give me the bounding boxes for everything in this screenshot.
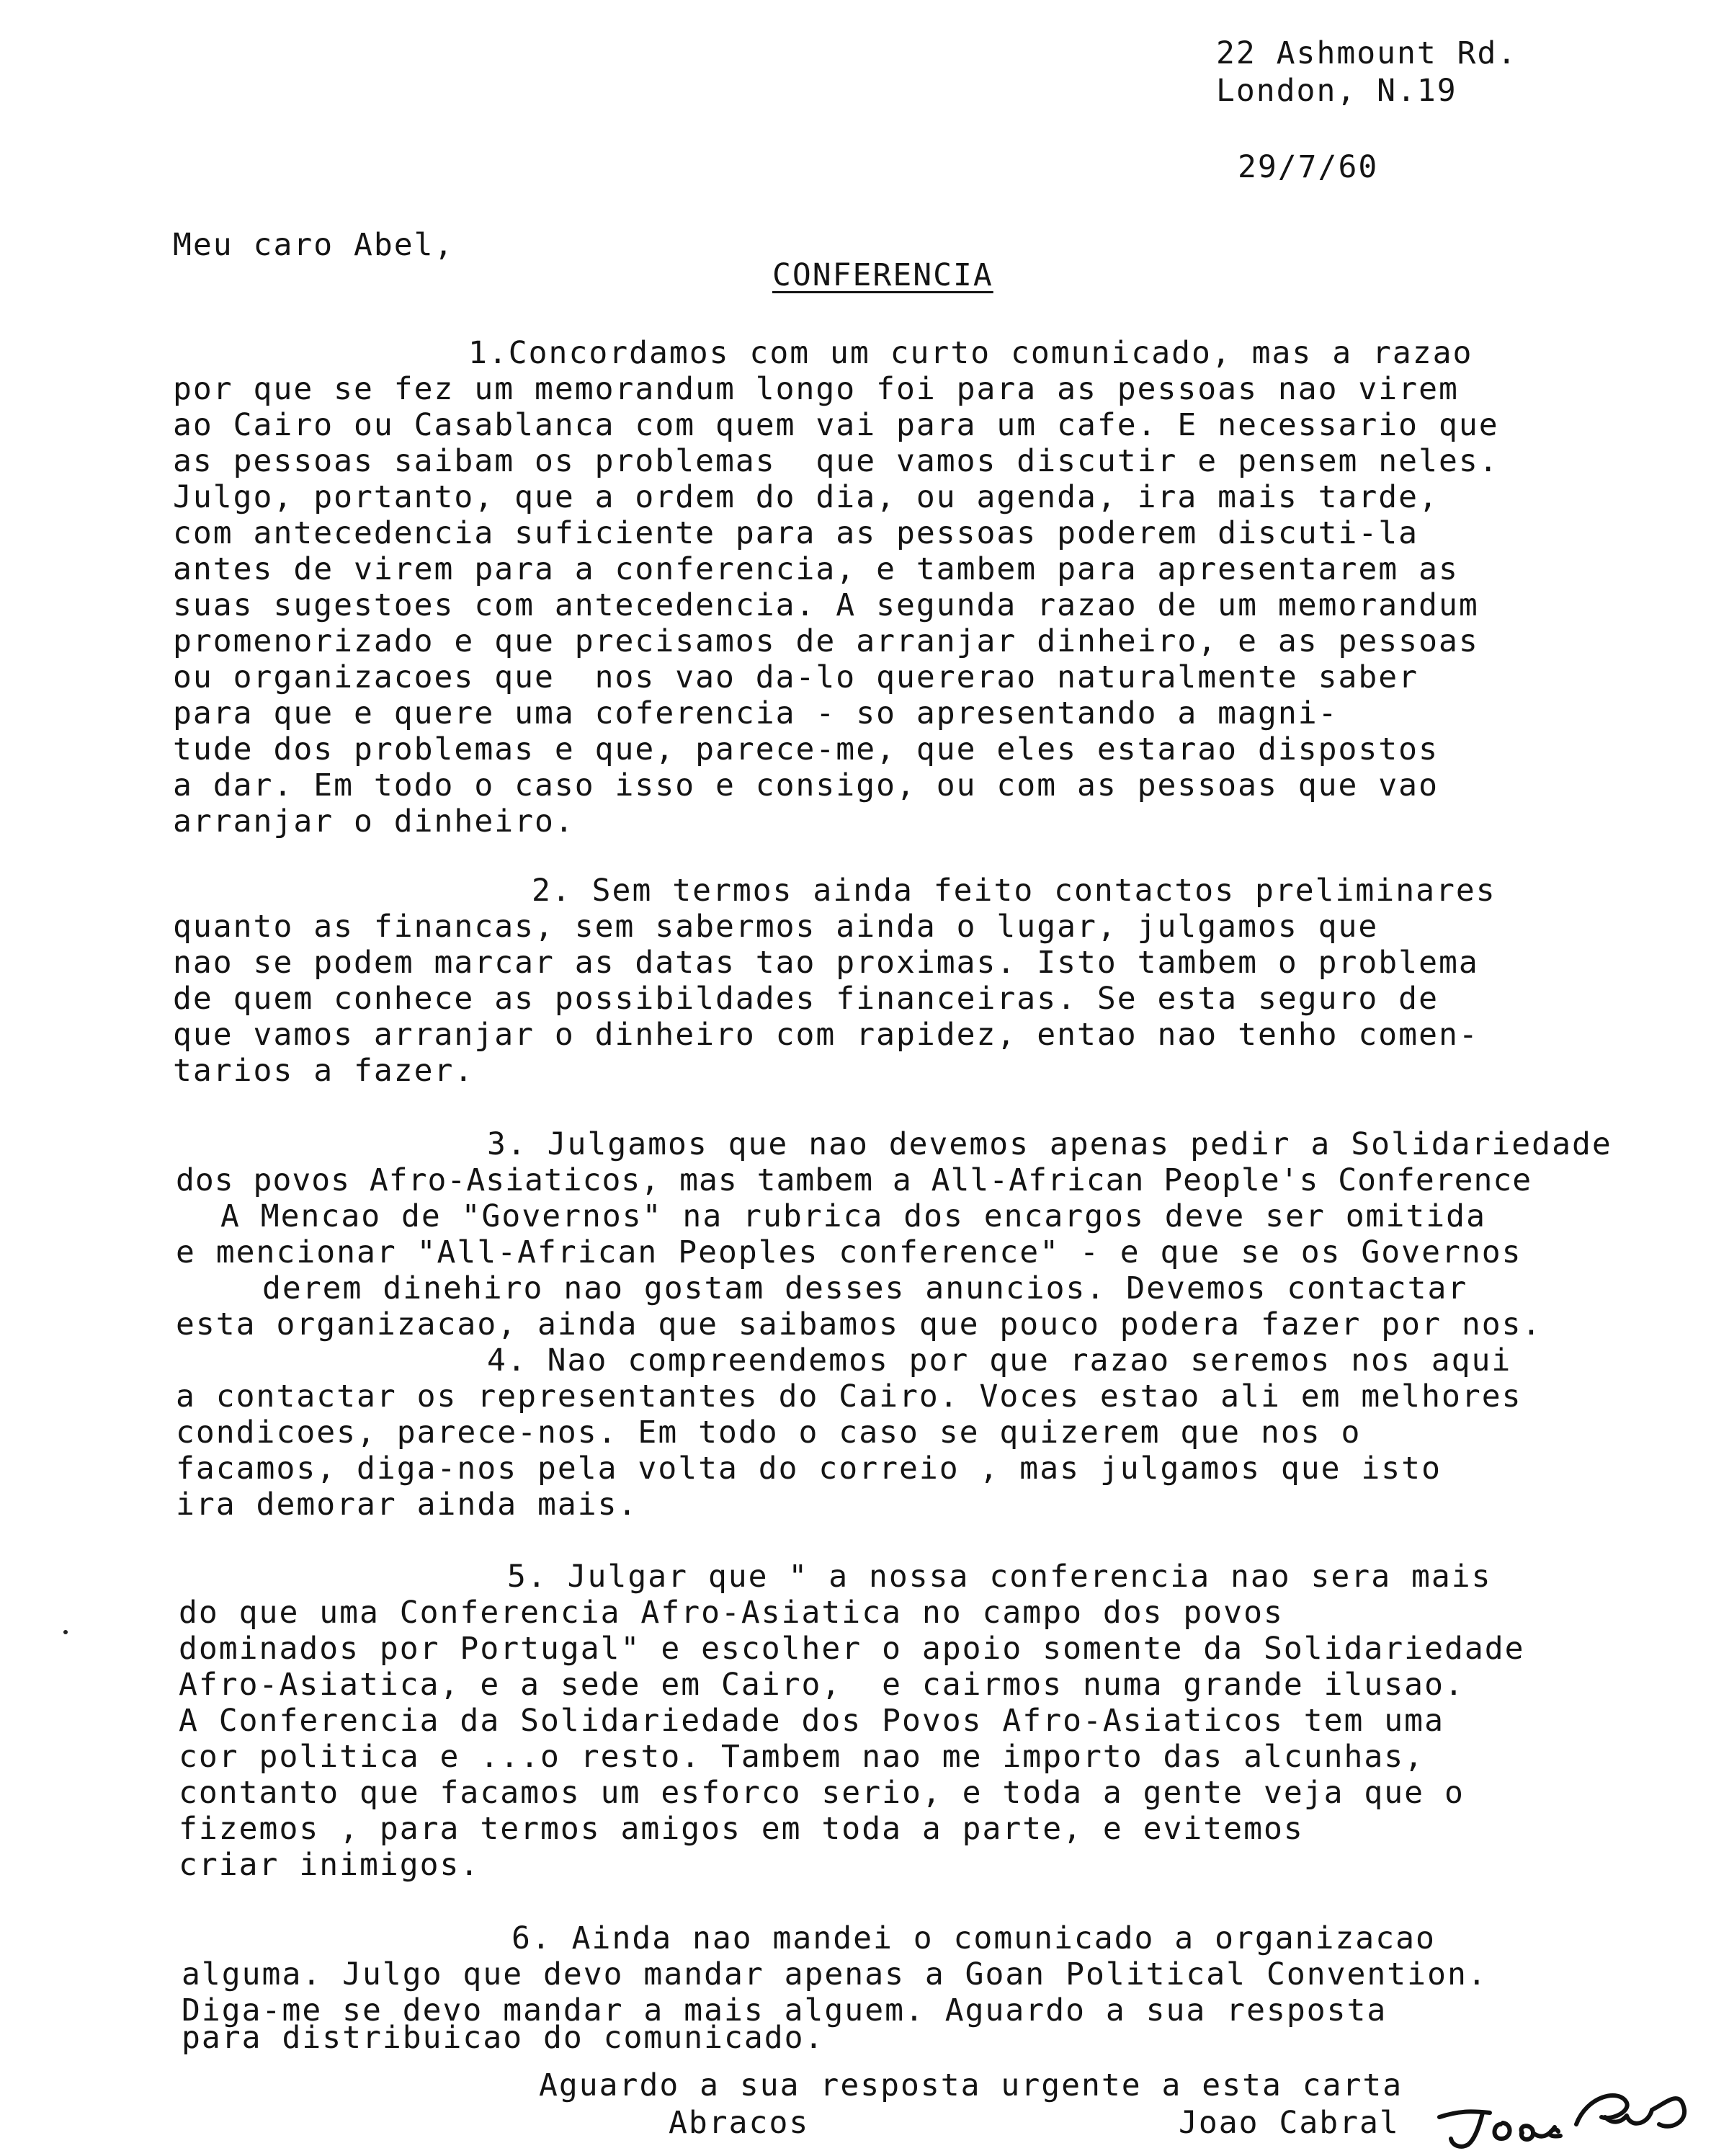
- body-line: esta organizacao, ainda que saibamos que pouco podera fazer por nos.: [176, 1306, 1542, 1342]
- handwritten-signature: [1432, 2067, 1706, 2153]
- body-line: antes de virem para a conferencia, e tambem para apresentarem as: [173, 551, 1459, 587]
- body-line: 1.Concordamos com um curto comunicado, mas a razao: [468, 335, 1473, 371]
- body-line: de quem conhece as possibildades financeiras. Se esta seguro de: [173, 981, 1439, 1017]
- body-line: com antecedencia suficiente para as pessoas poderem discuti-la: [173, 515, 1419, 551]
- body-line: cor politica e ...o resto. Tambem nao me importo das alcunhas,: [179, 1739, 1425, 1775]
- body-line: dos povos Afro-Asiaticos, mas tambem a All-African People's Conference: [176, 1162, 1532, 1198]
- body-line: a contactar os representantes do Cairo. Voces estao ali em melhores: [176, 1378, 1522, 1415]
- body-line: ou organizacoes que nos vao da-lo quererao naturalmente saber: [173, 659, 1419, 695]
- body-line: promenorizado e que precisamos de arranjar dinheiro, e as pessoas: [173, 623, 1479, 659]
- farewell: Abracos: [669, 2105, 810, 2141]
- body-line: nao se podem marcar as datas tao proximas. Isto tambem o problema: [173, 945, 1479, 981]
- body-line: dominados por Portugal" e escolher o apoio somente da Solidariedade: [179, 1631, 1525, 1667]
- body-line: tude dos problemas e que, parece-me, que eles estarao dispostos: [173, 731, 1439, 767]
- address-line-2: London, N.19: [1216, 73, 1457, 109]
- letter-date: 29/7/60: [1238, 149, 1379, 185]
- body-line: Julgo, portanto, que a ordem do dia, ou agenda, ira mais tarde,: [173, 479, 1439, 515]
- body-line: condicoes, parece-nos. Em todo o caso se quizerem que nos o: [176, 1415, 1362, 1451]
- body-line: Afro-Asiatica, e a sede em Cairo, e cairmos numa grande ilusao.: [179, 1667, 1465, 1703]
- body-line: ao Cairo ou Casablanca com quem vai para um cafe. E necessario que: [173, 407, 1499, 443]
- body-line: e mencionar "All-African Peoples conference" - e que se os Governos: [176, 1234, 1522, 1270]
- body-line: a dar. Em todo o caso isso e consigo, ou com as pessoas que vao: [173, 767, 1439, 803]
- body-line: alguma. Julgo que devo mandar apenas a Goan Political Convention.: [182, 1956, 1488, 1992]
- typed-signature: Joao Cabral: [1179, 2105, 1400, 2141]
- letter-title: CONFERENCIA: [772, 257, 993, 293]
- body-line: facamos, diga-nos pela volta do correio , mas julgamos que isto: [176, 1451, 1442, 1487]
- body-line: 2. Sem termos ainda feito contactos preliminares: [532, 873, 1496, 909]
- body-line: arranjar o dinheiro.: [173, 803, 575, 839]
- closing-line: Aguardo a sua resposta urgente a esta carta: [539, 2067, 1403, 2103]
- body-line: ira demorar ainda mais.: [176, 1487, 638, 1523]
- body-line: por que se fez um memorandum longo foi para as pessoas nao virem: [173, 371, 1459, 407]
- body-line: Diga-me se devo mandar a mais alguem. Aguardo a sua resposta: [182, 1992, 1388, 2028]
- body-line: suas sugestoes com antecedencia. A segunda razao de um memorandum: [173, 587, 1479, 623]
- body-line: fizemos , para termos amigos em toda a parte, e evitemos: [179, 1811, 1304, 1847]
- body-line: A Mencao de "Governos" na rubrica dos encargos deve ser omitida: [220, 1198, 1486, 1234]
- body-line: do que uma Conferencia Afro-Asiatica no campo dos povos: [179, 1595, 1284, 1631]
- salutation: Meu caro Abel,: [173, 227, 455, 263]
- body-line: 4. Nao compreendemos por que razao seremos nos aqui: [487, 1342, 1512, 1378]
- body-line: 3. Julgamos que nao devemos apenas pedir a Solidariedade: [487, 1126, 1612, 1162]
- body-line: tarios a fazer.: [173, 1053, 475, 1089]
- body-line: 5. Julgar que " a nossa conferencia nao sera mais: [507, 1559, 1492, 1595]
- body-line: quanto as financas, sem sabermos ainda o lugar, julgamos que: [173, 909, 1379, 945]
- body-line: criar inimigos.: [179, 1847, 481, 1883]
- body-line: 6. Ainda nao mandei o comunicado a organizacao: [511, 1920, 1436, 1956]
- body-line: contanto que facamos um esforco serio, e toda a gente veja que o: [179, 1775, 1465, 1811]
- body-line: que vamos arranjar o dinheiro com rapidez, entao nao tenho comen-: [173, 1017, 1479, 1053]
- body-line: para distribuicao do comunicado.: [182, 2020, 825, 2056]
- address-line-1: 22 Ashmount Rd.: [1216, 35, 1518, 71]
- body-line: A Conferencia da Solidariedade dos Povos Afro-Asiaticos tem uma: [179, 1703, 1444, 1739]
- body-line: para que e quere uma coferencia - so apresentando a magni-: [173, 695, 1339, 731]
- body-line: as pessoas saibam os problemas que vamos discutir e pensem neles.: [173, 443, 1499, 479]
- body-line: derem dinehiro nao gostam desses anuncios. Devemos contactar: [262, 1270, 1468, 1306]
- stray-ink-mark: [63, 1630, 68, 1634]
